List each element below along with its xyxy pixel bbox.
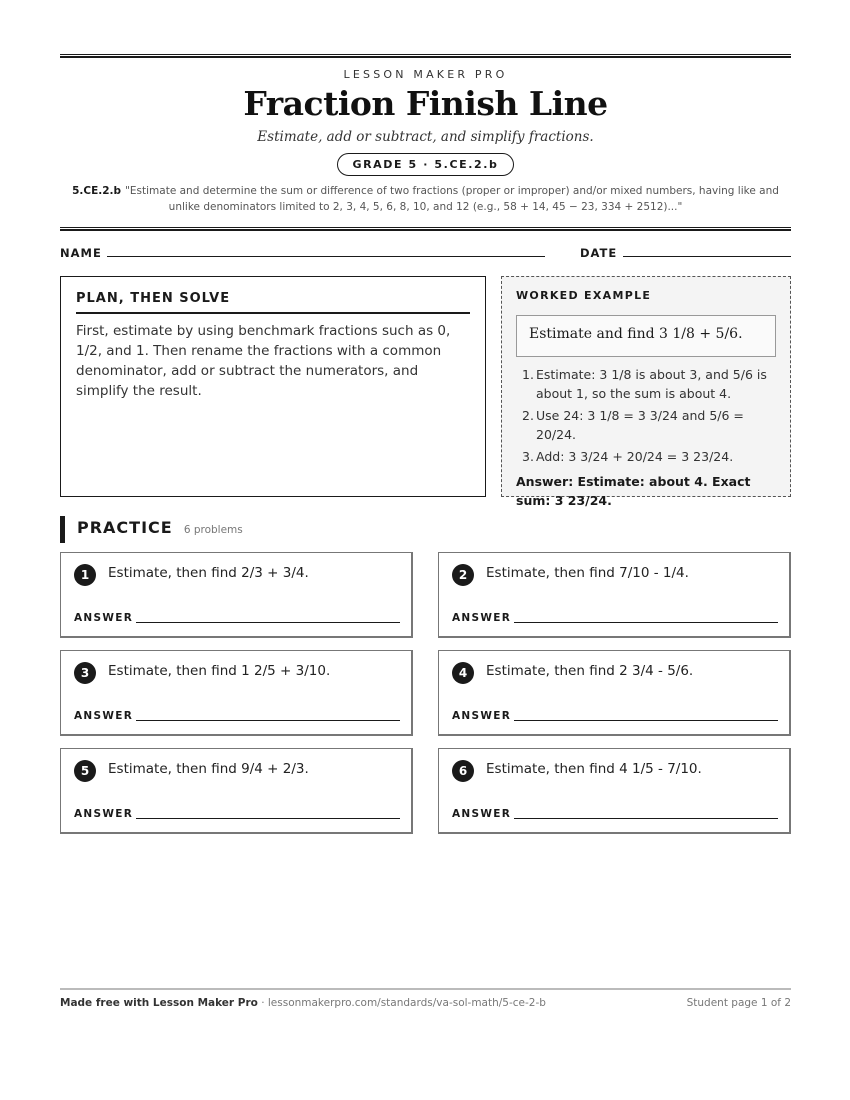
plan-title: PLAN, THEN SOLVE <box>76 291 470 314</box>
problem-card <box>438 552 791 638</box>
answer-label: ANSWER <box>74 612 134 624</box>
date-field[interactable] <box>623 256 791 257</box>
standard-text: "Estimate and determine the sum or difference of two fractions (proper or improper) and/or mixed numbers, having like and unlike denominators limited to 2, 3, 4, 5, 6, 8, 10, and 12 (e.g., 58 + 14, 45 − 23, 334 + 2512)..." <box>125 185 779 213</box>
name-date-row <box>60 244 791 262</box>
worksheet-header <box>60 54 791 231</box>
plan-then-solve-box <box>60 276 486 497</box>
worked-step: 3. Add: 3 3/24 + 20/24 = 3 23/24. <box>522 449 734 464</box>
practice-heading <box>60 516 460 543</box>
grade-badge: GRADE 5 · 5.CE.2.b <box>337 153 513 176</box>
brand-name: LESSON MAKER PRO <box>343 68 508 81</box>
problem-number: 5 <box>74 760 96 782</box>
problem-card <box>60 650 413 736</box>
problem-number: 1 <box>74 564 96 586</box>
problem-card <box>60 748 413 834</box>
answer-field[interactable] <box>514 720 778 721</box>
problem-card <box>438 650 791 736</box>
standard-code: 5.CE.2.b <box>72 185 122 197</box>
worked-example-steps <box>516 365 776 466</box>
answer-label: ANSWER <box>452 612 512 624</box>
worked-example-answer: Answer: Estimate: about 4. Exact sum: 3 23/24. <box>516 474 751 508</box>
problem-text: Estimate, then find 2 3/4 - 5/6. <box>486 663 694 679</box>
worked-example-box <box>501 276 791 508</box>
footer-url[interactable]: lessonmakerpro.com/standards/va-sol-math/5-ce-2-b <box>267 997 546 1009</box>
page-footer <box>60 988 791 1009</box>
answer-label: ANSWER <box>74 808 134 820</box>
problem-number: 2 <box>452 564 474 586</box>
problem-text: Estimate, then find 4 1/5 - 7/10. <box>486 761 702 777</box>
header-top-rule <box>60 54 791 58</box>
plan-text: First, estimate by using benchmark fractions such as 0, 1/2, and 1. Then rename the fractions with a common denominator, add or subtract the numerators, and simplify the result. <box>76 323 451 399</box>
worksheet-subtitle: Estimate, add or subtract, and simplify fractions. <box>257 129 594 145</box>
standard-description <box>60 183 791 215</box>
practice-title: PRACTICE <box>77 518 173 537</box>
problem-number: 4 <box>452 662 474 684</box>
answer-label: ANSWER <box>74 710 134 722</box>
problem-number: 3 <box>74 662 96 684</box>
worksheet-title: Fraction Finish Line <box>243 84 608 123</box>
answer-field[interactable] <box>514 818 778 819</box>
problem-text: Estimate, then find 7/10 - 1/4. <box>486 565 689 581</box>
date-label: DATE <box>580 246 618 260</box>
answer-field[interactable] <box>514 622 778 623</box>
worked-example-question: Estimate and find 3 1/8 + 5/6. <box>516 315 776 357</box>
problem-card <box>60 552 413 638</box>
answer-field[interactable] <box>136 818 400 819</box>
header-bottom-rule <box>60 227 791 231</box>
answer-label: ANSWER <box>452 710 512 722</box>
problem-text: Estimate, then find 9/4 + 2/3. <box>108 761 309 777</box>
problem-text: Estimate, then find 1 2/5 + 3/10. <box>108 663 331 679</box>
worked-step: 1. Estimate: 3 1/8 is about 3, and 5/6 is about 1, so the sum is about 4. <box>522 367 767 401</box>
answer-field[interactable] <box>136 720 400 721</box>
name-field[interactable] <box>107 256 545 257</box>
answer-field[interactable] <box>136 622 400 623</box>
problem-number: 6 <box>452 760 474 782</box>
worked-example-title: WORKED EXAMPLE <box>516 289 652 302</box>
footer-made-with: Made free with Lesson Maker Pro <box>60 997 258 1009</box>
footer-separator: · <box>257 997 268 1009</box>
footer-page-number: Student page 1 of 2 <box>686 997 791 1009</box>
name-label: NAME <box>60 246 102 260</box>
practice-count: 6 problems <box>183 524 243 536</box>
problem-card <box>438 748 791 834</box>
answer-label: ANSWER <box>452 808 512 820</box>
worked-step: 2. Use 24: 3 1/8 = 3 3/24 and 5/6 = 20/24. <box>522 408 744 442</box>
problem-text: Estimate, then find 2/3 + 3/4. <box>108 565 309 581</box>
